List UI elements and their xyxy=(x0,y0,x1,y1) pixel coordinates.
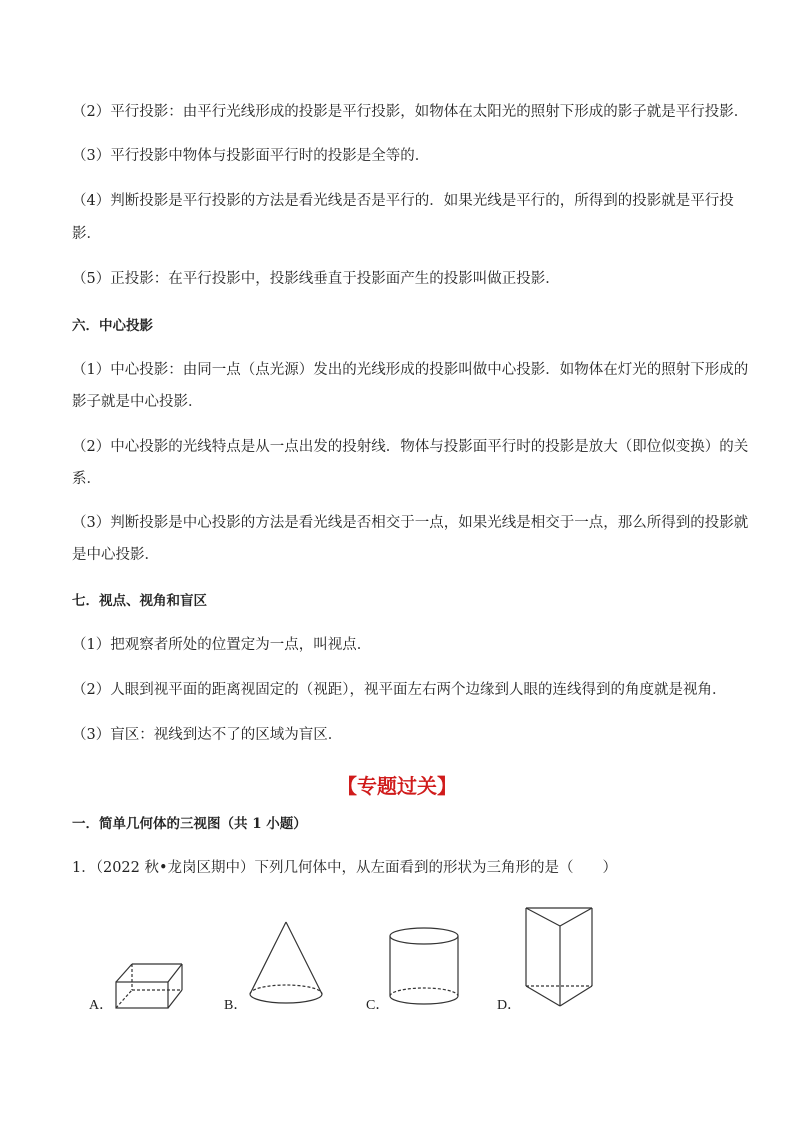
option-d-label[interactable]: D． xyxy=(497,998,522,1013)
paragraph-central-projection-feature-line1: （2）中心投影的光线特点是从一点出发的投射线．物体与投影面平行时的投影是放大（即位似变换）的关 xyxy=(72,439,749,455)
paragraph-parallel-projection-judge-line1: （4）判断投影是平行投影的方法是看光线是否是平行的．如果光线是平行的，所得到的投影就是平行投 xyxy=(72,193,734,209)
option-c-label[interactable]: C． xyxy=(366,998,390,1013)
paragraph-view-angle: （2）人眼到视平面的距离视固定的（视距），视平面左右两个边缘到人眼的连线得到的角度就是视角． xyxy=(72,682,727,698)
paragraph-parallel-projection-definition: （2）平行投影：由平行光线形成的投影是平行投影，如物体在太阳光的照射下形成的影子就是平行投影． xyxy=(72,104,749,120)
paragraph-parallel-projection-judge-line2: 影． xyxy=(72,226,101,242)
paragraph-parallel-projection-congruent: （3）平行投影中物体与投影面平行时的投影是全等的． xyxy=(72,148,430,164)
question-stem: 1．（2022 秋•龙岗区期中）下列几何体中，从左面看到的形状为三角形的是（ ） xyxy=(72,860,618,876)
paragraph-viewpoint: （1）把观察者所处的位置定为一点，叫视点． xyxy=(72,637,372,653)
heading-central-projection: 六．中心投影 xyxy=(72,318,153,334)
paragraph-central-projection-feature-line2: 系． xyxy=(72,471,101,487)
paragraph-orthographic-projection: （5）正投影：在平行投影中，投影线垂直于投影面产生的投影叫做正投影． xyxy=(72,271,560,287)
triangular-prism-figure xyxy=(520,902,600,1012)
paragraph-central-projection-judge-line1: （3）判断投影是中心投影的方法是看光线是否相交于一点，如果光线是相交于一点，那么所得到的投影就 xyxy=(72,515,749,531)
cuboid-figure xyxy=(110,958,188,1014)
option-b-label[interactable]: B． xyxy=(224,998,248,1013)
paragraph-central-projection-definition-line1: （1）中心投影：由同一点（点光源）发出的光线形成的投影叫做中心投影．如物体在灯光的照射下形成的 xyxy=(72,362,749,378)
topic-banner: 【专题过关】 xyxy=(337,774,457,798)
cone-figure xyxy=(246,918,328,1010)
section-title-three-views: 一．简单几何体的三视图（共 1 小题） xyxy=(72,816,307,832)
cylinder-figure xyxy=(385,924,463,1012)
paragraph-central-projection-definition-line2: 影子就是中心投影． xyxy=(72,394,203,410)
option-a-label[interactable]: A． xyxy=(89,998,114,1013)
heading-viewpoint-angle-blindzone: 七．视点、视角和盲区 xyxy=(72,593,207,609)
paragraph-central-projection-judge-line2: 是中心投影． xyxy=(72,547,159,563)
paragraph-blind-zone: （3）盲区：视线到达不了的区域为盲区． xyxy=(72,727,343,743)
